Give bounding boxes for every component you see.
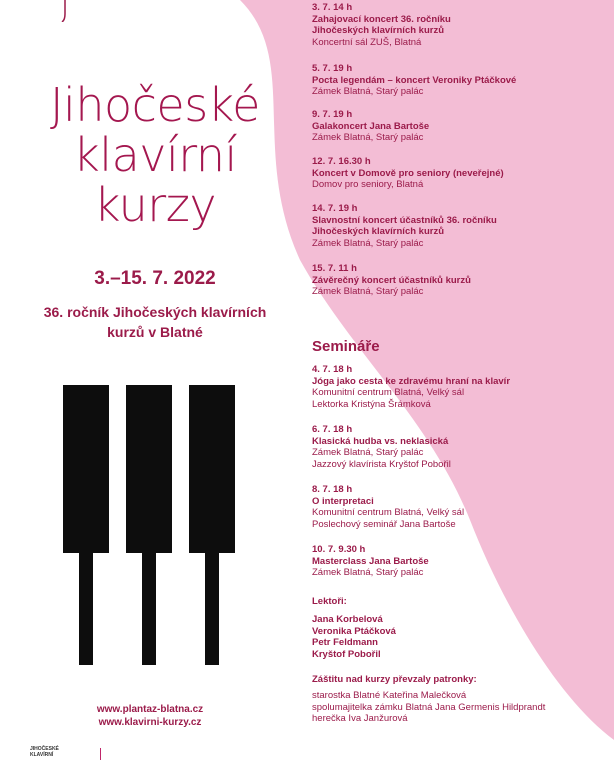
concert-place: Koncertní sál ZUŠ, Blatná (312, 36, 422, 48)
concert-place: Zámek Blatná, Starý palác (312, 237, 424, 249)
concert-place: Zámek Blatná, Starý palác (312, 132, 424, 143)
concert-item (312, 203, 497, 249)
concert-title: Závěrečný koncert účastníků kurzů (312, 274, 471, 286)
concert-place: Zámek Blatná, Starý palác (312, 286, 424, 297)
patronage-heading: Záštitu nad kurzy převzaly patronky: (312, 674, 477, 685)
lecturer-name: Veronika Ptáčková (312, 625, 396, 637)
concert-date: 3. 7. 14 h (312, 2, 353, 13)
lecturers-list (312, 614, 396, 660)
seminar-date: 6. 7. 18 h (312, 424, 353, 435)
seminar-item (312, 544, 429, 579)
patron-name: spolumajitelka zámku Blatná Jana Germenis Hildprandt (312, 701, 546, 713)
seminar-date: 10. 7. 9.30 h (312, 544, 366, 555)
concert-place: Zámek Blatná, Starý palác (312, 86, 424, 97)
lecturers-heading: Lektoři: (312, 596, 347, 607)
website-link-kurzy[interactable]: www.klavirni-kurzy.cz (98, 717, 202, 728)
concert-date: 15. 7. 11 h (312, 263, 357, 274)
footer-logo (30, 746, 90, 758)
seminar-place: Zámek Blatná, Starý palác (312, 447, 424, 458)
concert-title: Jihočeských klavírních kurzů (312, 25, 445, 36)
seminar-place: Komunitní centrum Blatná, Velký sál (312, 507, 465, 518)
seminar-title: Klasická hudba vs. neklasická (312, 435, 449, 447)
seminar-date: 4. 7. 18 h (312, 364, 353, 375)
title-line-2: klavírní (73, 128, 237, 182)
concert-item (312, 63, 516, 98)
page-title (30, 80, 280, 230)
subtitle-line-1: 36. ročník Jihočeských klavírních (43, 304, 267, 320)
seminar-place: Zámek Blatná, Starý palác (312, 567, 424, 578)
seminar-lecturer: Jazzový klavírista Kryštof Pobořil (312, 458, 451, 470)
title-line-3: kurzy (93, 178, 217, 232)
concert-item (312, 156, 504, 191)
subtitle-line-2: kurzů v Blatné (107, 324, 203, 340)
seminar-lecturer: Poslechový seminář Jana Bartoše (312, 518, 456, 530)
piano-key-2-stem (142, 553, 156, 665)
patron-name: starostka Blatné Kateřina Malečková (312, 690, 467, 701)
title-line-1: Jihočeské (49, 78, 260, 132)
footer-logo-line-2: KLAVÍRNÍ (30, 752, 54, 758)
piano-key-2 (126, 385, 172, 553)
concert-title: Jihočeských klavírních kurzů (312, 226, 445, 237)
patrons-list (312, 690, 545, 725)
seminar-item (312, 364, 510, 410)
seminar-place: Komunitní centrum Blatná, Velký sál (312, 387, 465, 398)
seminar-item (312, 424, 451, 470)
concert-title: Galakoncert Jana Bartoše (312, 120, 430, 132)
concert-date: 12. 7. 16.30 h (312, 156, 371, 167)
concert-date: 9. 7. 19 h (312, 109, 353, 120)
website-link-plantaz[interactable]: www.plantaz-blatna.cz (96, 704, 204, 715)
concert-title: Zahajovací koncert 36. ročníku (312, 13, 451, 25)
concert-item (312, 2, 451, 48)
seminar-lecturer: Lektorka Kristýna Šrámková (312, 398, 431, 410)
footer-logo-line-1: JIHOČESKÉ (30, 746, 59, 752)
seminar-title: O interpretaci (312, 495, 374, 507)
festival-subtitle (18, 302, 292, 342)
concert-place: Domov pro seniory, Blatná (312, 179, 424, 190)
websites (60, 703, 240, 729)
festival-dates: 3.–15. 7. 2022 (94, 268, 216, 289)
concert-title: Pocta legendám – koncert Veroniky Ptáčkové (312, 74, 517, 86)
lecturer-name: Kryštof Pobořil (312, 648, 381, 660)
concert-date: 5. 7. 19 h (312, 63, 353, 74)
concert-date: 14. 7. 19 h (312, 203, 358, 214)
seminar-title: Masterclass Jana Bartoše (312, 555, 429, 567)
concert-item (312, 109, 429, 144)
lecturer-name: Jana Korbelová (312, 614, 383, 625)
piano-key-1-stem (79, 553, 93, 665)
piano-key-1 (63, 385, 109, 553)
patron-name: herečka Iva Janžurová (312, 713, 408, 724)
piano-key-3 (189, 385, 235, 553)
seminar-date: 8. 7. 18 h (312, 484, 353, 495)
concert-title: Koncert v Domově pro seniory (neveřejné) (312, 167, 504, 179)
seminar-item (312, 484, 464, 530)
top-decoration-mark (60, 0, 70, 22)
lecturer-name: Petr Feldmann (312, 637, 378, 648)
seminar-title: Jóga jako cesta ke zdravému hraní na klavír (312, 375, 511, 387)
concert-item (312, 263, 471, 298)
seminars-heading: Semináře (312, 338, 380, 355)
footer-divider (100, 748, 101, 760)
piano-key-3-stem (205, 553, 219, 665)
concert-title: Slavnostní koncert účastníků 36. ročníku (312, 214, 497, 226)
